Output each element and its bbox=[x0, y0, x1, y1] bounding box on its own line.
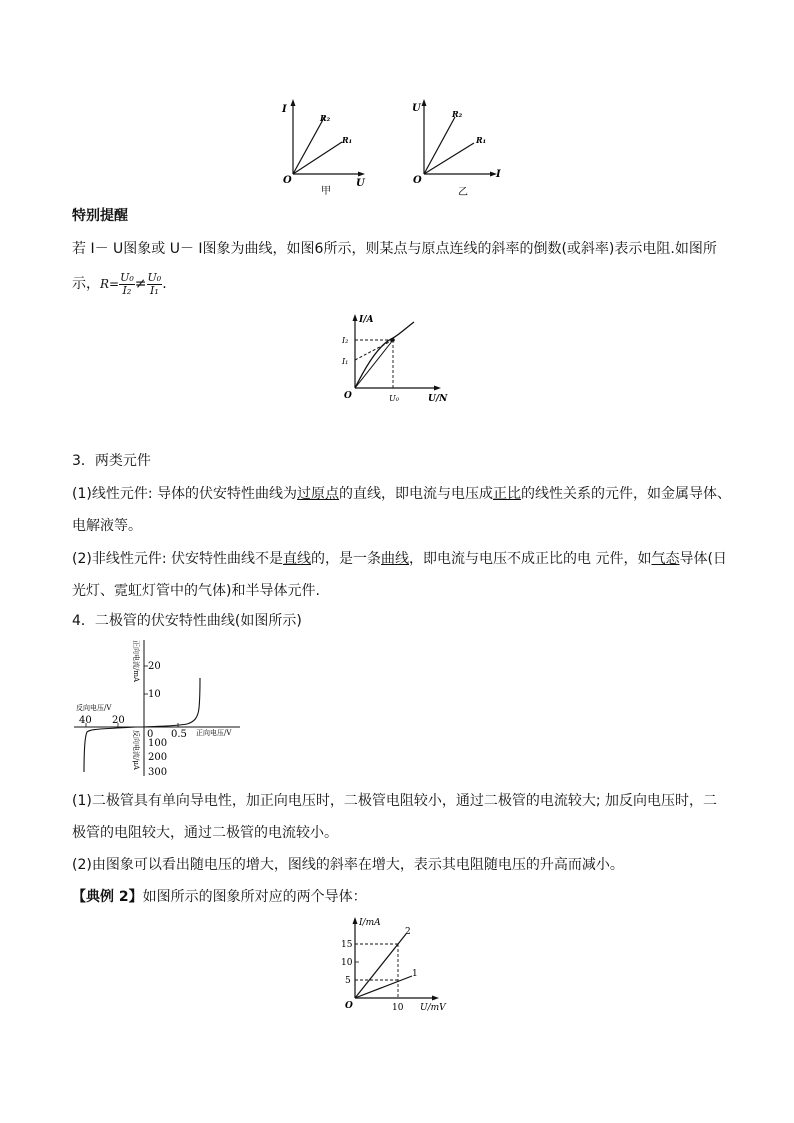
label-r2: R₂ bbox=[320, 113, 331, 123]
section3-p1 bbox=[72, 478, 732, 510]
text-run: 的直线，即电流与电压成 bbox=[339, 486, 493, 502]
text-run: 导体(日 bbox=[679, 551, 727, 567]
forward-curve bbox=[144, 678, 200, 727]
x-axis-negative-label: 反向电压/V bbox=[76, 704, 112, 712]
tip-r-equals: R= bbox=[100, 277, 120, 291]
figure-example2-iu bbox=[336, 914, 456, 1014]
fraction-denominator: I₁ bbox=[149, 283, 159, 297]
line-r1 bbox=[293, 142, 342, 174]
origin-label: O bbox=[344, 391, 352, 401]
tip-line2-period: . bbox=[162, 276, 167, 292]
axis-x-label: I bbox=[496, 169, 501, 180]
point-marker bbox=[391, 338, 395, 342]
tip-line2 bbox=[72, 268, 167, 300]
label-r2: R₂ bbox=[452, 109, 463, 119]
fraction-numerator: U₀ bbox=[147, 270, 162, 284]
tick-label: 5 bbox=[345, 976, 351, 986]
section4-heading: 4．二极管的伏安特性曲线(如图所示) bbox=[72, 613, 302, 629]
diode-note-2: (2)由图象可以看出随电压的增大，图线的斜率在增大，表示其电阻随电压的升高而减小。 bbox=[72, 857, 624, 873]
axis-y-label: I bbox=[282, 104, 287, 115]
tick-label: 300 bbox=[148, 767, 168, 778]
axis-x-label: U/mV bbox=[420, 1003, 446, 1013]
line-r2 bbox=[293, 116, 325, 174]
y-axis-positive-label: 正向电流/mA bbox=[132, 640, 140, 683]
graph-jia bbox=[281, 99, 366, 197]
tick-label: 40 bbox=[79, 715, 92, 726]
example2-line bbox=[72, 881, 722, 913]
x-axis-positive-label: 正向电压/V bbox=[196, 729, 232, 737]
diode-note-1: (1)二极管具有单向导电性，加正向电压时，二极管电阻较小，通过二极管的电流较大; 加反向电压时，二 bbox=[72, 793, 717, 809]
label-r1: R₁ bbox=[342, 135, 353, 145]
origin-label: O bbox=[345, 1001, 353, 1011]
axis-x-label: U bbox=[356, 178, 365, 189]
section3-heading: 3．两类元件 bbox=[72, 453, 151, 469]
text-run: (1)线性元件: 导体的伏安特性曲线为 bbox=[72, 486, 297, 502]
fraction-u0-i1 bbox=[147, 272, 163, 297]
section3-p2 bbox=[72, 543, 742, 575]
label-u0: U₀ bbox=[389, 394, 399, 403]
underlined-term: 气态 bbox=[651, 551, 680, 567]
tick-label: 10 bbox=[341, 958, 353, 968]
tick-label: 0 bbox=[147, 729, 154, 740]
tick-label: 15 bbox=[341, 940, 353, 950]
underlined-term: 直线 bbox=[283, 551, 311, 567]
text-run: (2)非线性元件: 伏安特性曲线不是 bbox=[72, 551, 283, 567]
origin-label: O bbox=[283, 175, 292, 186]
section3-p2-line2: 光灯、霓虹灯管中的气体)和半导体元件. bbox=[72, 583, 320, 599]
fraction-u0-i2 bbox=[119, 272, 135, 297]
example-text: 如图所示的图象所对应的两个导体： bbox=[142, 889, 367, 905]
line-label-1: 1 bbox=[412, 969, 418, 979]
line-label-2: 2 bbox=[405, 927, 411, 937]
line-r2 bbox=[424, 117, 455, 174]
axis-y-label: U bbox=[412, 103, 421, 114]
chord-line bbox=[355, 340, 393, 388]
fraction-denominator: I₂ bbox=[122, 283, 132, 297]
underlined-term: 正比 bbox=[493, 486, 521, 502]
example-label: 【典例 2】 bbox=[72, 889, 143, 905]
label-i1: I₁ bbox=[342, 357, 349, 366]
label-i2: I₂ bbox=[342, 336, 349, 345]
text-run: 的，是一条 bbox=[311, 551, 381, 567]
tip-heading: 特别提醒 bbox=[72, 208, 128, 224]
underlined-term: 曲线 bbox=[381, 551, 409, 567]
label-r1: R₁ bbox=[476, 135, 487, 145]
tangent-line bbox=[355, 340, 393, 360]
origin-label: O bbox=[413, 175, 422, 186]
y-axis-negative-label: 反向电流/μA bbox=[132, 730, 140, 770]
not-equal-sign: ≠ bbox=[134, 276, 147, 292]
figure-iu-ui-graphs bbox=[276, 96, 516, 200]
underlined-term: 过原点 bbox=[297, 486, 339, 502]
tick-label: 20 bbox=[112, 715, 125, 726]
tick-label: 100 bbox=[148, 738, 168, 749]
caption-jia: 甲 bbox=[321, 186, 331, 197]
tick-label: 200 bbox=[148, 752, 168, 763]
tick-label: 10 bbox=[148, 689, 161, 700]
axis-y-label: I/A bbox=[359, 315, 374, 325]
tip-line1: 若 I－ U图象或 U－ I图象为曲线，如图6所示，则某点与原点连线的斜率的倒数(或斜率)表示电阻.如图所 bbox=[72, 241, 717, 257]
tick-label: 0.5 bbox=[171, 729, 187, 740]
line-r1 bbox=[424, 143, 474, 174]
fraction-numerator: U₀ bbox=[120, 270, 134, 284]
axis-x-label: U/N bbox=[428, 394, 448, 404]
figure-nonlinear-curve bbox=[338, 312, 458, 404]
caption-yi: 乙 bbox=[458, 187, 468, 198]
tip-line2-prefix: 示， bbox=[72, 276, 100, 292]
text-run: 的线性关系的元件，如金属导体、 bbox=[521, 486, 731, 502]
tick-label: 10 bbox=[392, 1003, 404, 1013]
axis-y-label: I/mA bbox=[359, 918, 381, 928]
section3-p1-line2: 电解液等。 bbox=[72, 518, 142, 534]
tick-label: 20 bbox=[148, 661, 161, 672]
text-run: ，即电流与电压不成正比的电 元件，如 bbox=[409, 551, 652, 567]
graph-yi bbox=[412, 99, 501, 198]
diode-note-1-line2: 极管的电阻较大，通过二极管的电流较小。 bbox=[72, 825, 338, 841]
figure-diode-iv-curve bbox=[72, 636, 252, 782]
